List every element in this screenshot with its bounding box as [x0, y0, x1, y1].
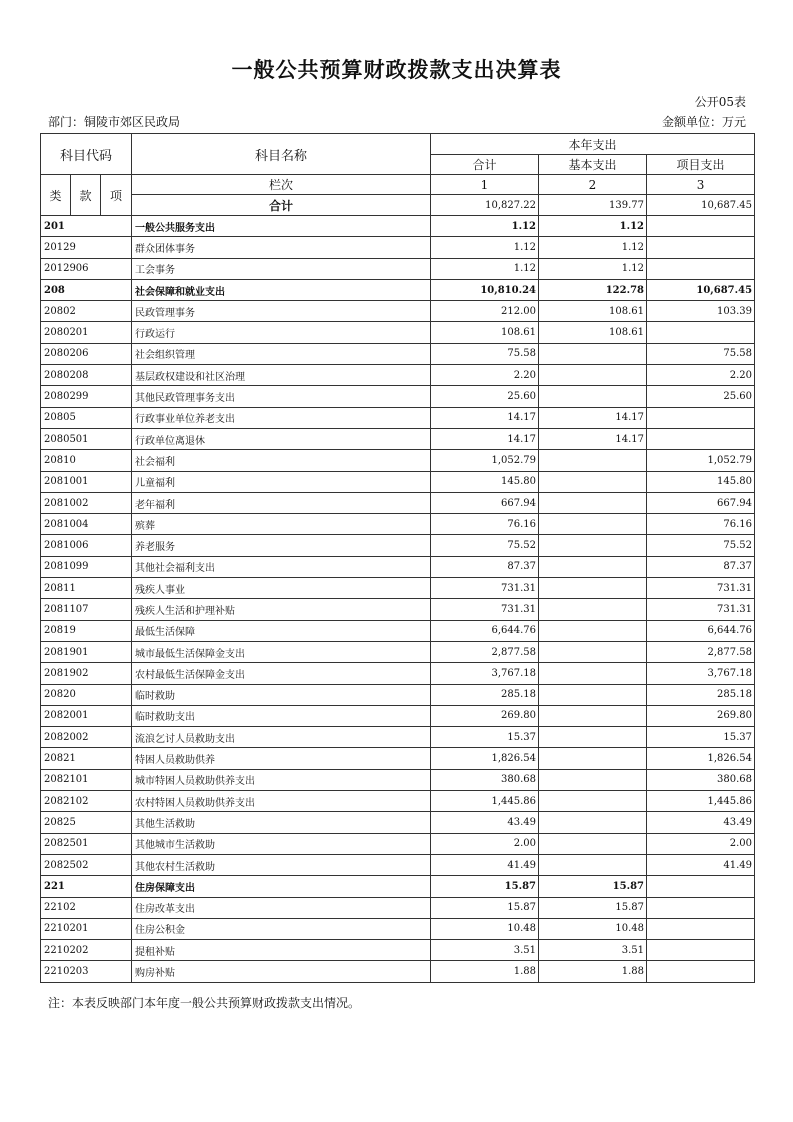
row-basic [539, 684, 647, 705]
row-code: 20821 [41, 748, 132, 769]
row-code: 2081901 [41, 641, 132, 662]
row-code: 20811 [41, 578, 132, 599]
row-name: 农村最低生活保障金支出 [132, 663, 431, 684]
table-row [41, 216, 755, 237]
table-row [41, 471, 755, 492]
row-name: 住房保障支出 [132, 876, 431, 897]
row-project: 1,826.54 [647, 748, 755, 769]
table-row [41, 237, 755, 258]
row-basic: 14.17 [539, 428, 647, 449]
table-row [41, 556, 755, 577]
row-basic [539, 343, 647, 364]
row-name: 群众团体事务 [132, 237, 431, 258]
row-project: 15.37 [647, 727, 755, 748]
row-name: 其他生活救助 [132, 812, 431, 833]
row-name: 城市特困人员救助供养支出 [132, 769, 431, 790]
table-row [41, 684, 755, 705]
row-total: 10,810.24 [431, 279, 539, 300]
table-row [41, 876, 755, 897]
row-name: 其他民政管理事务支出 [132, 386, 431, 407]
row-total: 3,767.18 [431, 663, 539, 684]
row-code: 2082502 [41, 854, 132, 875]
row-total: 14.17 [431, 407, 539, 428]
table-row [41, 301, 755, 322]
row-code: 208 [41, 279, 132, 300]
row-code: 2012906 [41, 258, 132, 279]
row-project: 25.60 [647, 386, 755, 407]
row-basic [539, 727, 647, 748]
header-code: 科目代码 [41, 134, 132, 175]
table-row [41, 961, 755, 982]
row-basic [539, 748, 647, 769]
row-name: 一般公共服务支出 [132, 216, 431, 237]
row-total: 3.51 [431, 940, 539, 961]
header-basic: 基本支出 [539, 155, 647, 175]
row-code: 20825 [41, 812, 132, 833]
row-total: 380.68 [431, 769, 539, 790]
table-row [41, 386, 755, 407]
row-total: 87.37 [431, 556, 539, 577]
row-project: 2.20 [647, 365, 755, 386]
table-row [41, 365, 755, 386]
row-name: 社会组织管理 [132, 343, 431, 364]
row-name: 提租补贴 [132, 940, 431, 961]
row-name: 临时救助 [132, 684, 431, 705]
row-basic [539, 641, 647, 662]
row-basic: 1.12 [539, 216, 647, 237]
row-basic [539, 556, 647, 577]
row-total: 1.12 [431, 237, 539, 258]
row-project [647, 918, 755, 939]
row-total: 731.31 [431, 578, 539, 599]
row-total: 731.31 [431, 599, 539, 620]
row-project [647, 237, 755, 258]
row-project [647, 897, 755, 918]
row-total: 667.94 [431, 492, 539, 513]
row-basic: 108.61 [539, 322, 647, 343]
row-total: 108.61 [431, 322, 539, 343]
row-project: 731.31 [647, 578, 755, 599]
row-total: 76.16 [431, 514, 539, 535]
row-project: 3,767.18 [647, 663, 755, 684]
row-project [647, 876, 755, 897]
row-name: 工会事务 [132, 258, 431, 279]
row-basic [539, 578, 647, 599]
row-total: 15.37 [431, 727, 539, 748]
table-row [41, 812, 755, 833]
row-code: 20810 [41, 450, 132, 471]
row-project [647, 961, 755, 982]
row-code: 2082501 [41, 833, 132, 854]
row-name: 临时救助支出 [132, 705, 431, 726]
table-row [41, 620, 755, 641]
header-project: 项目支出 [647, 155, 755, 175]
row-name: 特困人员救助供养 [132, 748, 431, 769]
row-name: 残疾人事业 [132, 578, 431, 599]
row-name: 残疾人生活和护理补贴 [132, 599, 431, 620]
row-project: 76.16 [647, 514, 755, 535]
table-row [41, 343, 755, 364]
row-code: 2081099 [41, 556, 132, 577]
row-total: 1.12 [431, 258, 539, 279]
table-row [41, 748, 755, 769]
row-code: 2082002 [41, 727, 132, 748]
header-xiang: 项 [101, 175, 132, 216]
table-row [41, 450, 755, 471]
row-name: 其他农村生活救助 [132, 854, 431, 875]
row-project: 269.80 [647, 705, 755, 726]
row-project: 380.68 [647, 769, 755, 790]
row-name: 社会保障和就业支出 [132, 279, 431, 300]
row-project: 145.80 [647, 471, 755, 492]
row-code: 221 [41, 876, 132, 897]
row-project: 75.58 [647, 343, 755, 364]
row-total: 145.80 [431, 471, 539, 492]
row-project: 2.00 [647, 833, 755, 854]
row-code: 2081902 [41, 663, 132, 684]
table-row [41, 514, 755, 535]
row-basic [539, 791, 647, 812]
row-name: 住房改革支出 [132, 897, 431, 918]
row-total: 2,877.58 [431, 641, 539, 662]
table-row [41, 492, 755, 513]
total-sum: 10,827.22 [431, 195, 539, 216]
row-total: 2.00 [431, 833, 539, 854]
row-total: 25.60 [431, 386, 539, 407]
row-total: 15.87 [431, 897, 539, 918]
row-code: 2080206 [41, 343, 132, 364]
row-basic [539, 365, 647, 386]
row-code: 2081004 [41, 514, 132, 535]
row-total: 1,826.54 [431, 748, 539, 769]
table-row [41, 705, 755, 726]
row-total: 1.88 [431, 961, 539, 982]
row-code: 2080299 [41, 386, 132, 407]
row-name: 农村特困人员救助供养支出 [132, 791, 431, 812]
table-row [41, 258, 755, 279]
row-code: 2081001 [41, 471, 132, 492]
row-name: 最低生活保障 [132, 620, 431, 641]
row-basic: 122.78 [539, 279, 647, 300]
row-basic [539, 535, 647, 556]
header-col-1: 1 [431, 175, 539, 195]
row-total: 1.12 [431, 216, 539, 237]
row-basic [539, 620, 647, 641]
row-name: 民政管理事务 [132, 301, 431, 322]
row-code: 2210201 [41, 918, 132, 939]
header-col-3: 3 [647, 175, 755, 195]
table-row [41, 279, 755, 300]
row-basic [539, 599, 647, 620]
row-code: 20820 [41, 684, 132, 705]
table-row [41, 641, 755, 662]
table-row [41, 727, 755, 748]
row-basic [539, 386, 647, 407]
row-total: 14.17 [431, 428, 539, 449]
row-project: 2,877.58 [647, 641, 755, 662]
row-code: 2081006 [41, 535, 132, 556]
row-total: 41.49 [431, 854, 539, 875]
header-lei: 类 [41, 175, 71, 216]
row-code: 2210203 [41, 961, 132, 982]
row-basic [539, 833, 647, 854]
row-total: 285.18 [431, 684, 539, 705]
row-project: 6,644.76 [647, 620, 755, 641]
footnote: 注：本表反映部门本年度一般公共预算财政拨款支出情况。 [48, 996, 361, 1010]
expense-table [40, 133, 755, 983]
row-project [647, 428, 755, 449]
row-name: 住房公积金 [132, 918, 431, 939]
table-row [41, 663, 755, 684]
row-project [647, 216, 755, 237]
row-code: 2081107 [41, 599, 132, 620]
row-name: 社会福利 [132, 450, 431, 471]
row-name: 行政事业单位养老支出 [132, 407, 431, 428]
row-total: 15.87 [431, 876, 539, 897]
row-project: 87.37 [647, 556, 755, 577]
row-project: 75.52 [647, 535, 755, 556]
row-code: 2210202 [41, 940, 132, 961]
row-project: 43.49 [647, 812, 755, 833]
header-kuan: 款 [71, 175, 101, 216]
row-project [647, 407, 755, 428]
row-basic: 14.17 [539, 407, 647, 428]
row-total: 10.48 [431, 918, 539, 939]
row-name: 老年福利 [132, 492, 431, 513]
table-row [41, 322, 755, 343]
table-row [41, 897, 755, 918]
row-basic: 1.12 [539, 258, 647, 279]
row-basic [539, 514, 647, 535]
row-basic [539, 663, 647, 684]
row-name: 其他城市生活救助 [132, 833, 431, 854]
row-total: 212.00 [431, 301, 539, 322]
table-row [41, 599, 755, 620]
row-project [647, 322, 755, 343]
table-row [41, 535, 755, 556]
row-name: 行政运行 [132, 322, 431, 343]
row-name: 养老服务 [132, 535, 431, 556]
table-row [41, 918, 755, 939]
row-project: 41.49 [647, 854, 755, 875]
table-row [41, 854, 755, 875]
row-code: 2081002 [41, 492, 132, 513]
row-total: 6,644.76 [431, 620, 539, 641]
row-project: 1,445.86 [647, 791, 755, 812]
total-basic: 139.77 [539, 195, 647, 216]
row-project: 731.31 [647, 599, 755, 620]
form-number: 公开05表 [694, 95, 746, 109]
table-row [41, 769, 755, 790]
row-basic: 1.12 [539, 237, 647, 258]
header-name: 科目名称 [132, 134, 431, 175]
table-row [41, 791, 755, 812]
row-code: 20805 [41, 407, 132, 428]
row-project: 667.94 [647, 492, 755, 513]
row-name: 殡葬 [132, 514, 431, 535]
row-name: 其他社会福利支出 [132, 556, 431, 577]
row-basic [539, 471, 647, 492]
row-basic: 108.61 [539, 301, 647, 322]
row-code: 22102 [41, 897, 132, 918]
row-basic [539, 812, 647, 833]
row-project: 1,052.79 [647, 450, 755, 471]
row-name: 基层政权建设和社区治理 [132, 365, 431, 386]
table-row [41, 407, 755, 428]
row-name: 购房补贴 [132, 961, 431, 982]
header-lanci: 栏次 [132, 175, 431, 195]
row-total: 269.80 [431, 705, 539, 726]
row-total: 1,445.86 [431, 791, 539, 812]
row-name: 行政单位离退休 [132, 428, 431, 449]
row-total: 1,052.79 [431, 450, 539, 471]
row-code: 20129 [41, 237, 132, 258]
row-code: 20802 [41, 301, 132, 322]
total-label: 合计 [132, 195, 431, 216]
row-code: 2080501 [41, 428, 132, 449]
row-basic [539, 854, 647, 875]
row-basic: 10.48 [539, 918, 647, 939]
table-row [41, 940, 755, 961]
row-basic [539, 769, 647, 790]
row-code: 2080201 [41, 322, 132, 343]
row-code: 2080208 [41, 365, 132, 386]
row-name: 儿童福利 [132, 471, 431, 492]
row-basic: 3.51 [539, 940, 647, 961]
header-total: 合计 [431, 155, 539, 175]
table-row [41, 428, 755, 449]
row-total: 75.58 [431, 343, 539, 364]
row-project [647, 258, 755, 279]
row-basic [539, 492, 647, 513]
row-basic: 15.87 [539, 876, 647, 897]
row-total: 2.20 [431, 365, 539, 386]
row-basic [539, 450, 647, 471]
row-basic: 1.88 [539, 961, 647, 982]
header-year-expense: 本年支出 [431, 134, 755, 155]
row-project: 285.18 [647, 684, 755, 705]
row-code: 2082001 [41, 705, 132, 726]
row-code: 201 [41, 216, 132, 237]
row-total: 75.52 [431, 535, 539, 556]
department-label: 部门：铜陵市郊区民政局 [48, 115, 181, 129]
page-title: 一般公共预算财政拨款支出决算表 [231, 58, 562, 82]
row-name: 城市最低生活保障金支出 [132, 641, 431, 662]
row-project: 103.39 [647, 301, 755, 322]
table-row [41, 833, 755, 854]
row-code: 20819 [41, 620, 132, 641]
row-project [647, 940, 755, 961]
unit-label: 金额单位：万元 [661, 115, 746, 129]
row-name: 流浪乞讨人员救助支出 [132, 727, 431, 748]
row-code: 2082101 [41, 769, 132, 790]
row-basic: 15.87 [539, 897, 647, 918]
table-row [41, 578, 755, 599]
row-project: 10,687.45 [647, 279, 755, 300]
header-col-2: 2 [539, 175, 647, 195]
row-basic [539, 705, 647, 726]
row-code: 2082102 [41, 791, 132, 812]
total-project: 10,687.45 [647, 195, 755, 216]
row-total: 43.49 [431, 812, 539, 833]
